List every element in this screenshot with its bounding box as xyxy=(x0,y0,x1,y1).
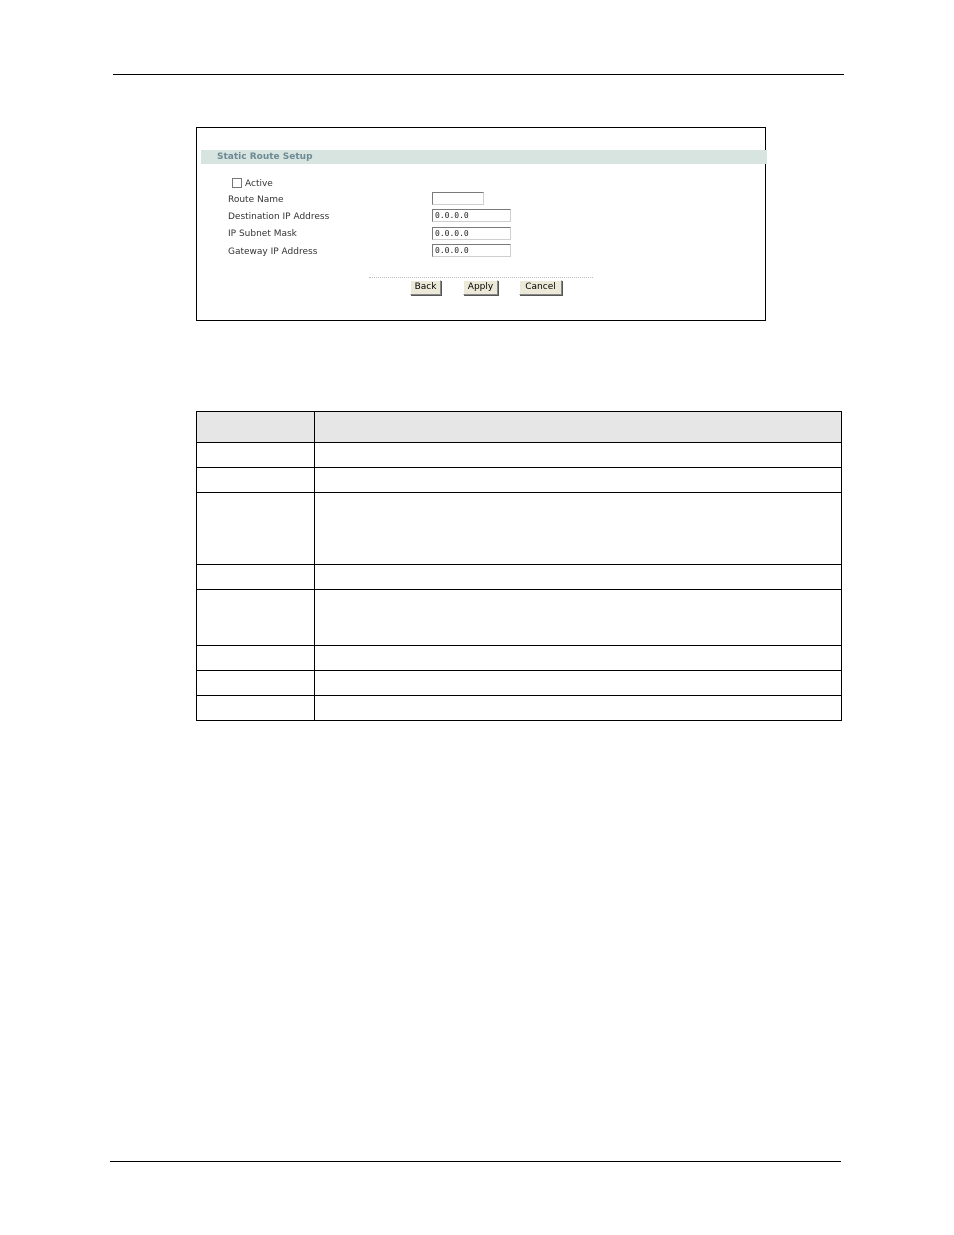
table-cell xyxy=(315,671,842,696)
description-table xyxy=(196,411,842,721)
gateway-ip-input[interactable] xyxy=(432,244,511,257)
page-top-rule xyxy=(113,74,844,75)
table-row xyxy=(197,696,842,721)
destination-ip-label: Destination IP Address xyxy=(228,212,330,222)
table-cell xyxy=(315,565,842,590)
subnet-mask-label: IP Subnet Mask xyxy=(228,229,297,239)
static-route-setup-panel xyxy=(196,127,766,321)
table-cell xyxy=(315,696,842,721)
back-button[interactable]: Back xyxy=(410,280,441,295)
table-cell xyxy=(197,565,315,590)
table-cell xyxy=(315,443,842,468)
panel-title: Static Route Setup xyxy=(201,150,767,164)
table-row xyxy=(197,646,842,671)
button-divider xyxy=(369,277,593,278)
table-cell xyxy=(197,493,315,565)
table-cell xyxy=(315,468,842,493)
subnet-mask-input[interactable] xyxy=(432,227,511,240)
destination-ip-input[interactable] xyxy=(432,209,511,222)
table-header-description-cell xyxy=(315,412,842,443)
table-row xyxy=(197,443,842,468)
route-name-input[interactable] xyxy=(432,192,484,205)
active-label: Active xyxy=(245,179,273,189)
route-name-label: Route Name xyxy=(228,195,284,205)
apply-button[interactable]: Apply xyxy=(463,280,498,295)
table-cell xyxy=(197,646,315,671)
table-row xyxy=(197,468,842,493)
page-bottom-rule xyxy=(110,1161,841,1162)
table-cell xyxy=(197,590,315,646)
table-cell xyxy=(315,646,842,671)
gateway-ip-label: Gateway IP Address xyxy=(228,247,318,257)
active-checkbox-row[interactable] xyxy=(232,178,273,190)
table-cell xyxy=(197,671,315,696)
table-row xyxy=(197,493,842,565)
table-row xyxy=(197,590,842,646)
active-checkbox[interactable] xyxy=(232,178,242,188)
table-cell xyxy=(197,468,315,493)
table-header-label-cell xyxy=(197,412,315,443)
table-cell xyxy=(197,443,315,468)
cancel-button[interactable]: Cancel xyxy=(519,280,562,295)
table-row xyxy=(197,565,842,590)
table-cell xyxy=(197,696,315,721)
table-cell xyxy=(315,590,842,646)
table-row xyxy=(197,671,842,696)
table-header-row xyxy=(197,412,842,443)
table-cell xyxy=(315,493,842,565)
